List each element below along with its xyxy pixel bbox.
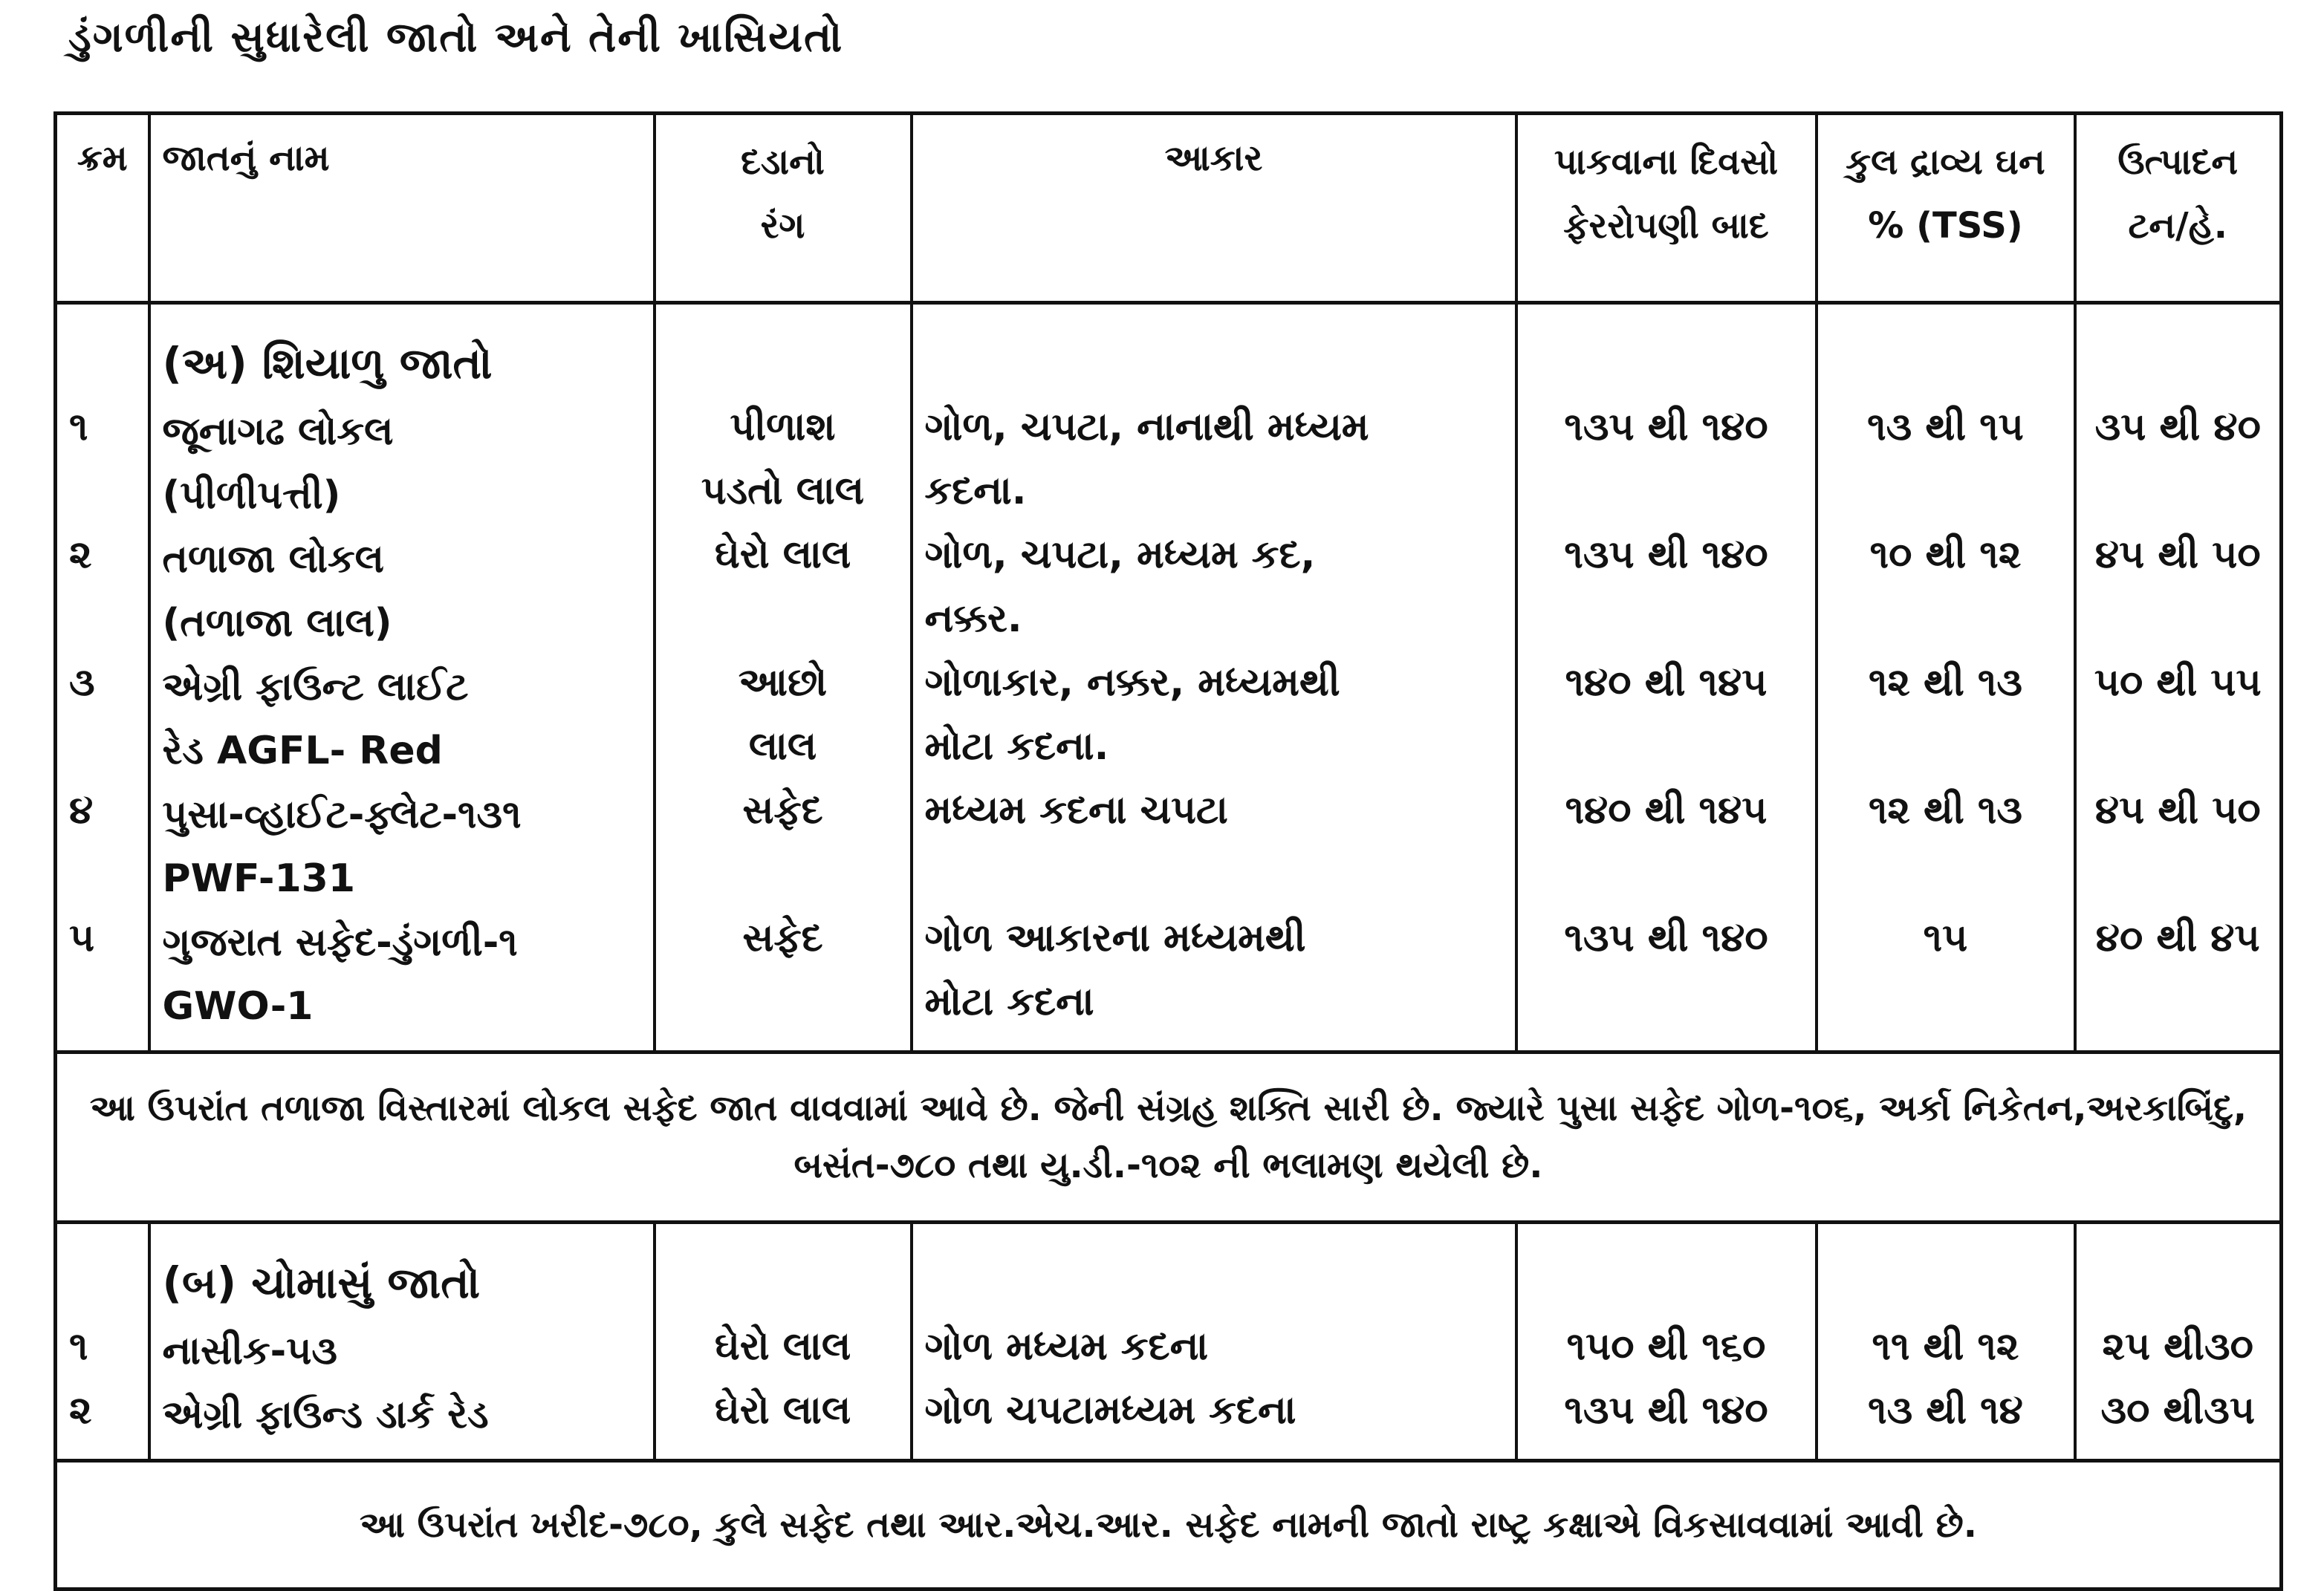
- table-cell: રેડ AGFL- Red: [162, 729, 443, 773]
- table-cell: ૨: [69, 533, 92, 577]
- table-cell: ૧૨ થી ૧૩: [1868, 660, 2023, 705]
- header-days-line2: ફેરરોપણી બાદ: [1563, 205, 1769, 247]
- header-tss: [1817, 114, 2075, 303]
- monsoon-color-col: [655, 1223, 912, 1461]
- header-sr: ક્રમ: [56, 114, 149, 303]
- table-cell: [668, 970, 898, 1034]
- table-cell: મધ્યમ કદના ચપટા: [924, 788, 1228, 833]
- table-header-row: [56, 114, 2282, 303]
- header-yield: [2075, 114, 2282, 303]
- winter-sr-col: [56, 303, 149, 1052]
- table-cell: ૪૫ થી ૫૦: [2094, 788, 2261, 833]
- header-days: [1516, 114, 1817, 303]
- table-cell: (પીળીપત્તી): [162, 473, 341, 518]
- monsoon-section: [56, 1223, 2282, 1461]
- table-cell: ૧૦ થી ૧૨: [1869, 533, 2022, 577]
- varieties-table: [53, 111, 2283, 1591]
- table-cell: સફેદ: [742, 788, 823, 833]
- table-cell: કદના.: [924, 469, 1027, 513]
- winter-tss-col: [1817, 303, 2075, 1052]
- table-cell: ૧૧ થી ૧૨: [1872, 1324, 2019, 1369]
- table-cell: ૩૦ થી૩૫: [2100, 1388, 2256, 1433]
- table-cell: [925, 842, 1503, 906]
- monsoon-name-col: [149, 1223, 655, 1461]
- header-days-line1: પાકવાના દિવસો: [1554, 141, 1779, 183]
- table-cell: પીળાશ: [730, 405, 836, 449]
- monsoon-shape-col: [912, 1223, 1516, 1461]
- table-cell: ૧૪૦ થી ૧૪૫: [1565, 660, 1768, 705]
- table-cell: મોટા કદના.: [924, 724, 1109, 769]
- table-cell: (તળાજા લાલ): [162, 601, 392, 645]
- table-cell: પુસા-વ્હાઈટ-ફ્લેટ-૧૩૧: [162, 793, 522, 837]
- table-cell: ૫: [69, 916, 95, 960]
- table-cell: જૂનાગઢ લોકલ: [162, 409, 394, 454]
- table-cell: ૧: [69, 1324, 88, 1369]
- header-yield-line1: ઉત્પાદન: [2117, 141, 2239, 183]
- table-cell: ૧૩૫ થી ૧૪૦: [1564, 533, 1768, 577]
- table-cell: ૨૫ થી૩૦: [2102, 1324, 2253, 1369]
- table-cell: આછો: [738, 660, 828, 705]
- header-name: જાતનું નામ: [149, 114, 655, 303]
- table-cell: [668, 842, 898, 906]
- winter-section: [56, 303, 2282, 1052]
- table-cell: એગ્રી ફાઉન્ડ ડાર્ક રેડ: [162, 1393, 489, 1437]
- table-cell: ૨: [69, 1388, 92, 1433]
- table-cell: ઘેરો લાલ: [714, 533, 851, 577]
- monsoon-sr-col: [56, 1223, 149, 1461]
- header-tss-line2: % (TSS): [1868, 205, 2023, 247]
- monsoon-yield-col: [2075, 1223, 2282, 1461]
- table-cell: ૩: [69, 660, 95, 705]
- table-cell: એગ્રી ફાઉન્ટ લાઈટ: [162, 665, 469, 709]
- header-color: [655, 114, 912, 303]
- table-cell: ૪: [69, 788, 94, 833]
- table-cell: ૫૦ થી ૫૫: [2094, 660, 2262, 705]
- table-cell: તળાજા લોકલ: [162, 537, 384, 582]
- header-color-line2: રંગ: [760, 205, 805, 247]
- table-cell: ગોળ ચપટામધ્યમ કદના: [924, 1388, 1296, 1433]
- monsoon-days-col: [1516, 1223, 1817, 1461]
- monsoon-note-row: [56, 1461, 2282, 1590]
- header-tss-line1: કુલ દ્રાવ્ય ઘન: [1846, 141, 2045, 183]
- winter-name-col: [149, 303, 655, 1052]
- table-cell: ગોળ, ચપટા, મધ્યમ કદ,: [924, 533, 1316, 577]
- monsoon-note: આ ઉપરાંત ખરીદ-૭૮૦, કુલે સફેદ તથા આર.એચ.આર. સફેદ નામની જાતો રાષ્ટ્ર કક્ષાએ વિકસાવવામાં આવી છે.: [56, 1461, 2282, 1590]
- table-cell: ૧૪૦ થી ૧૪૫: [1565, 788, 1768, 833]
- table-cell: ૪૫ થી ૫૦: [2094, 533, 2261, 577]
- table-cell: નાસીક-૫૩: [162, 1329, 338, 1373]
- table-cell: ઘેરો લાલ: [714, 1324, 851, 1369]
- table-cell: લાલ: [748, 724, 817, 769]
- table-cell: PWF-131: [162, 856, 356, 901]
- table-cell: ગોળ મધ્યમ કદના: [924, 1324, 1209, 1369]
- table-cell: ૧૫૦ થી ૧૬૦: [1566, 1324, 1766, 1369]
- table-cell: ગુજરાત સફેદ-ડુંગળી-૧: [162, 920, 518, 965]
- header-shape: આકાર: [912, 114, 1516, 303]
- header-yield-line2: ટન/હે.: [2128, 205, 2228, 247]
- table-cell: મોટા કદના: [924, 980, 1094, 1024]
- winter-shape-col: [912, 303, 1516, 1052]
- table-cell: ૧૩૫ થી ૧૪૦: [1564, 1388, 1768, 1433]
- winter-color-col: [655, 303, 912, 1052]
- header-color-line1: દડાનો: [741, 141, 825, 183]
- table-cell: ૧૩૫ થી ૧૪૦: [1564, 916, 1768, 960]
- page-title: ડુંગળીની સુધારેલી જાતો અને તેની ખાસિયતો: [68, 13, 844, 62]
- table-cell: ૧૨ થી ૧૩: [1868, 788, 2023, 833]
- table-cell: ૧૫: [1923, 916, 1968, 960]
- table-cell: ૧: [69, 405, 88, 449]
- table-cell: ૩૫ થી ૪૦: [2094, 405, 2261, 449]
- table-cell: ગોળ, ચપટા, નાનાથી મધ્યમ: [924, 405, 1369, 449]
- winter-note-row: [56, 1052, 2282, 1223]
- monsoon-section-title: (બ) ચોમાસું જાતો: [162, 1257, 481, 1308]
- monsoon-tss-col: [1817, 1223, 2075, 1461]
- table-cell: ૪૦ થી ૪૫: [2095, 916, 2260, 960]
- table-cell: સફેદ: [742, 916, 823, 960]
- table-cell: ૧૩ થી ૧૪: [1868, 1388, 2023, 1433]
- table-cell: ૧૩ થી ૧૫: [1867, 405, 2024, 449]
- table-cell: નક્કર.: [924, 596, 1022, 641]
- table-cell: GWO-1: [162, 984, 314, 1029]
- table-cell: ગોળ આકારના મધ્યમથી: [924, 916, 1306, 960]
- table-cell: ગોળાકાર, નક્કર, મધ્યમથી: [924, 660, 1340, 705]
- table-cell: ઘેરો લાલ: [714, 1388, 851, 1433]
- winter-yield-col: [2075, 303, 2282, 1052]
- winter-section-title: (અ) શિયાળુ જાતો: [162, 338, 493, 388]
- table-cell: [668, 587, 898, 651]
- winter-note: આ ઉપરાંત તળાજા વિસ્તારમાં લોકલ સફેદ જાત વાવવામાં આવે છે. જેની સંગ્રહ શક્તિ સારી છે. જ્યારે પુસા સફેદ ગોળ-૧૦૬, અર્કા નિકેતન,અરકાબિંદુ, બસંત-૭૮૦ તથા યુ.ડી.-૧૦૨ ની ભલામણ થયેલી છે.: [56, 1052, 2282, 1223]
- winter-days-col: [1516, 303, 1817, 1052]
- table-cell: ૧૩૫ થી ૧૪૦: [1564, 405, 1768, 449]
- table-cell: પડતો લાલ: [701, 469, 865, 513]
